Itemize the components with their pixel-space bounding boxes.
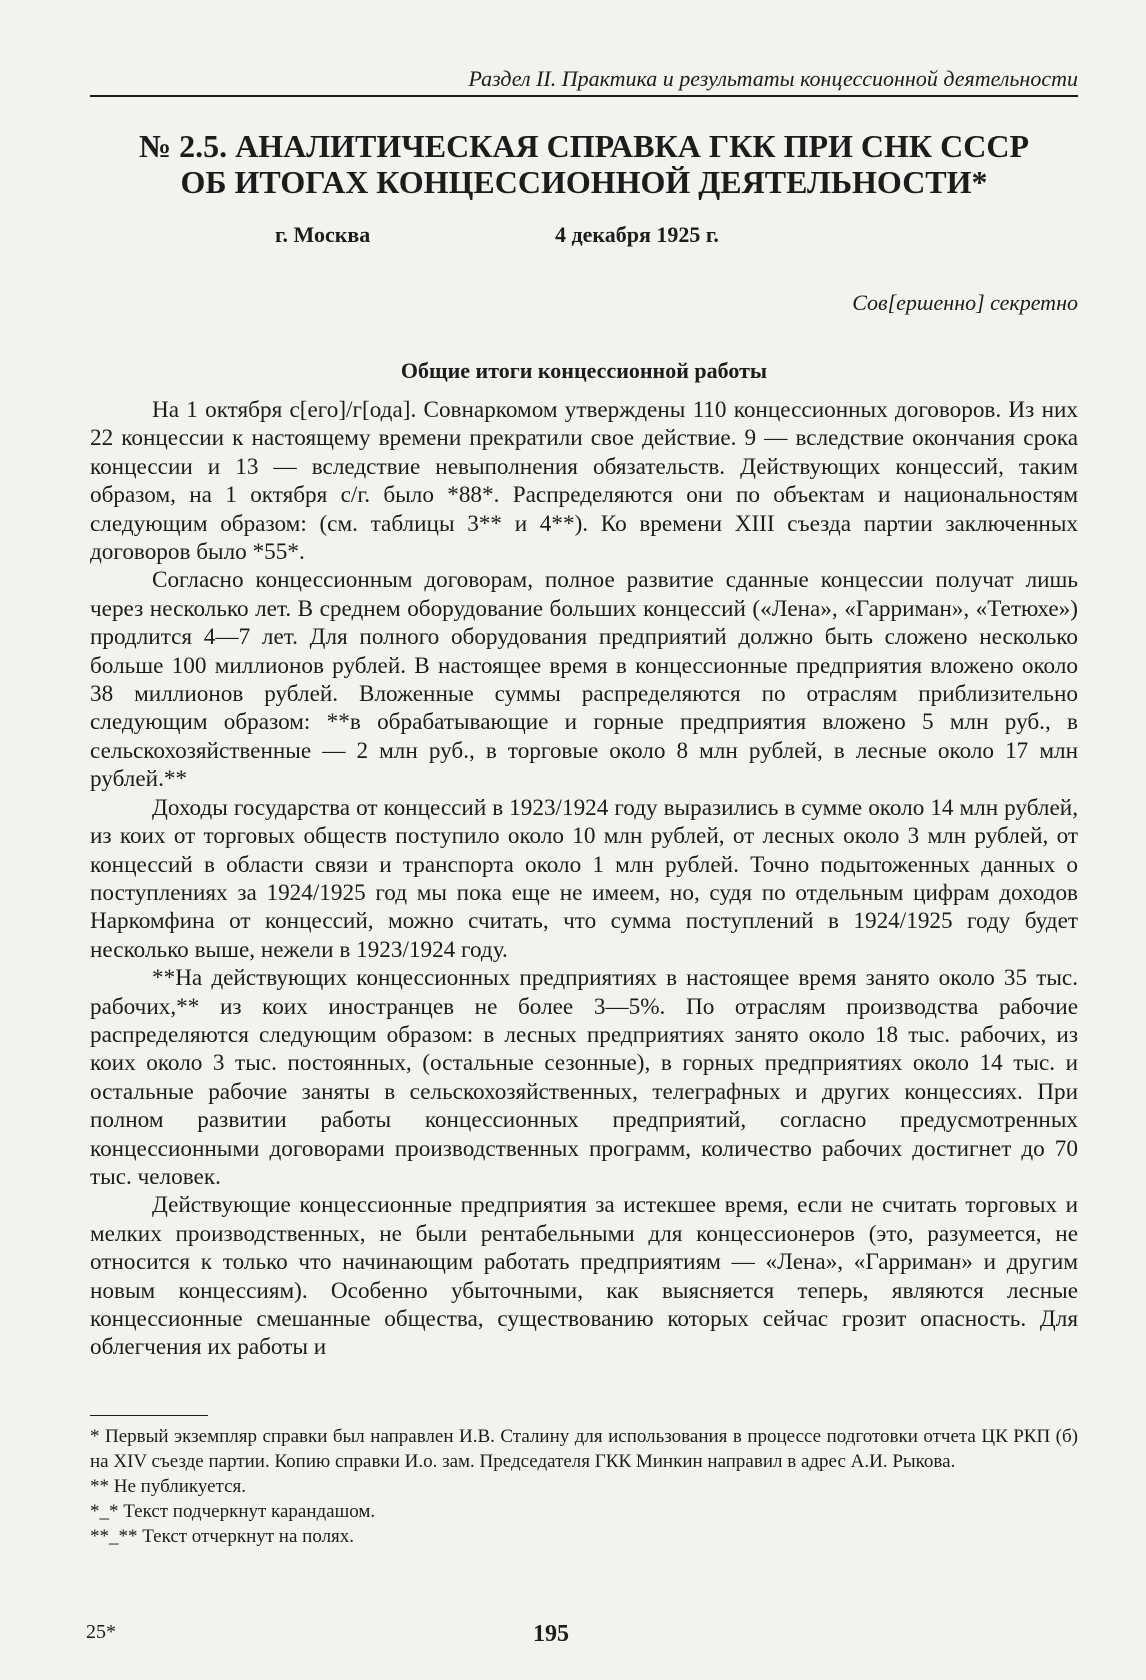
paragraph: На 1 октября с[его]/г[ода]. Совнаркомом утверждены 110 концессионных договоров. Из них 22 концессии к настоящему времени прекратили свое действие. 9 — вследствие окончания срока концессии и 13 — вследствие невыполнения обязательств. Действующих концессий, таким образом, на 1 октября с/г. было *88*. Распределяются они по объектам и национальностям следующим образом: (см. таблицы 3** и 4**). Ко времени XIII съезда партии заключенных договоров было *55*. <box>90 397 1078 566</box>
place-date-line <box>90 222 1078 248</box>
page-number: 195 <box>533 1621 569 1647</box>
body-text <box>90 396 1078 1362</box>
title-line-2: ОБ ИТОГАХ КОНЦЕССИОННОЙ ДЕЯТЕЛЬНОСТИ* <box>180 164 988 200</box>
secrecy-classification: Сов[ершенно] секретно <box>852 290 1078 315</box>
footnote: **_** Текст отчеркнут на полях. <box>90 1526 355 1547</box>
paragraph: Действующие концессионные предприятия за истекшее время, если не считать торговых и мелких производственных, не были рентабельными для концессионеров (это, разумеется, не относится к только что начинающим работать предприятиям — «Лена», «Гарриман» и другим новым концессиям). Особенно убыточными, как выясняется теперь, являются лесные концессионные смешанные общества, существованию которых сейчас грозит опасность. Для облегчения их работы и <box>90 1192 1078 1361</box>
paragraph: Доходы государства от концессий в 1923/1924 году выразились в сумме около 14 млн рублей, из коих от торговых обществ поступило около 10 млн рублей, от лесных около 3 млн рублей, от концессий в области связи и транспорта около 1 млн рублей. Точно подытоженных данных о поступлениях за 1924/1925 год мы пока еще не имеем, но, судя по отдельным цифрам доходов Наркомфина от концессий, можно считать, что сумма поступлений в 1924/1925 году будет несколько выше, нежели в 1923/1924 году. <box>90 794 1078 963</box>
document-place: г. Москва <box>275 222 371 247</box>
footnote: * Первый экземпляр справки был направлен И.В. Сталину для использования в процессе подготовки отчета ЦК РКП (б) на XIV съезде партии. Копию справки И.о. зам. Председателя ГКК Минкин направил в адрес А.И. Рыкова. <box>90 1426 1078 1472</box>
header-rule <box>90 95 1078 97</box>
document-date: 4 декабря 1925 г. <box>555 222 719 247</box>
section-heading: Общие итоги концессионной работы <box>400 358 768 383</box>
running-head: Раздел II. Практика и результаты концессионной деятельности <box>468 66 1078 91</box>
paragraph: Согласно концессионным договорам, полное развитие сданные концессии получат лишь через несколько лет. В среднем оборудование больших концессий («Лена», «Гарриман», «Тетюхе») продлится 4—7 лет. Для полного оборудования предприятий должно быть сложено несколько больше 100 миллионов рублей. В настоящее время в концессионные предприятия вложено около 38 миллионов рублей. Вложенные суммы распределяются по отраслям приблизительно следующим образом: **в обрабатывающие и горные предприятия вложено 5 млн руб., в сельскохозяйственные — 2 млн руб., в торговые около 8 млн рублей, в лесные около 17 млн рублей.** <box>90 567 1078 793</box>
footnote: ** Не публикуется. <box>90 1476 247 1497</box>
footnote: *_* Текст подчеркнут карандашом. <box>90 1501 376 1522</box>
document-title <box>90 128 1078 200</box>
printer-signature-mark: 25* <box>86 1621 116 1643</box>
paragraph: **На действующих концессионных предприятиях в настоящее время занято около 35 тыс. рабочих,** из коих иностранцев не более 3—5%. По отраслям производства рабочие распределяются следующим образом: в лесных предприятиях занято около 18 тыс. рабочих, из коих около 3 тыс. постоянных, (остальные сезонные), в горных предприятиях около 14 тыс. и остальные рабочие заняты в сельскохозяйственных, телеграфных и других концессиях. При полном развитии работы концессионных предприятий, согласно предусмотренных концессионными договорами производственных программ, количество рабочих достигнет до 70 тыс. человек. <box>90 965 1078 1190</box>
footnote-rule <box>90 1415 208 1416</box>
title-line-1: № 2.5. АНАЛИТИЧЕСКАЯ СПРАВКА ГКК ПРИ СНК СССР <box>139 128 1029 164</box>
footnotes <box>90 1424 1078 1549</box>
